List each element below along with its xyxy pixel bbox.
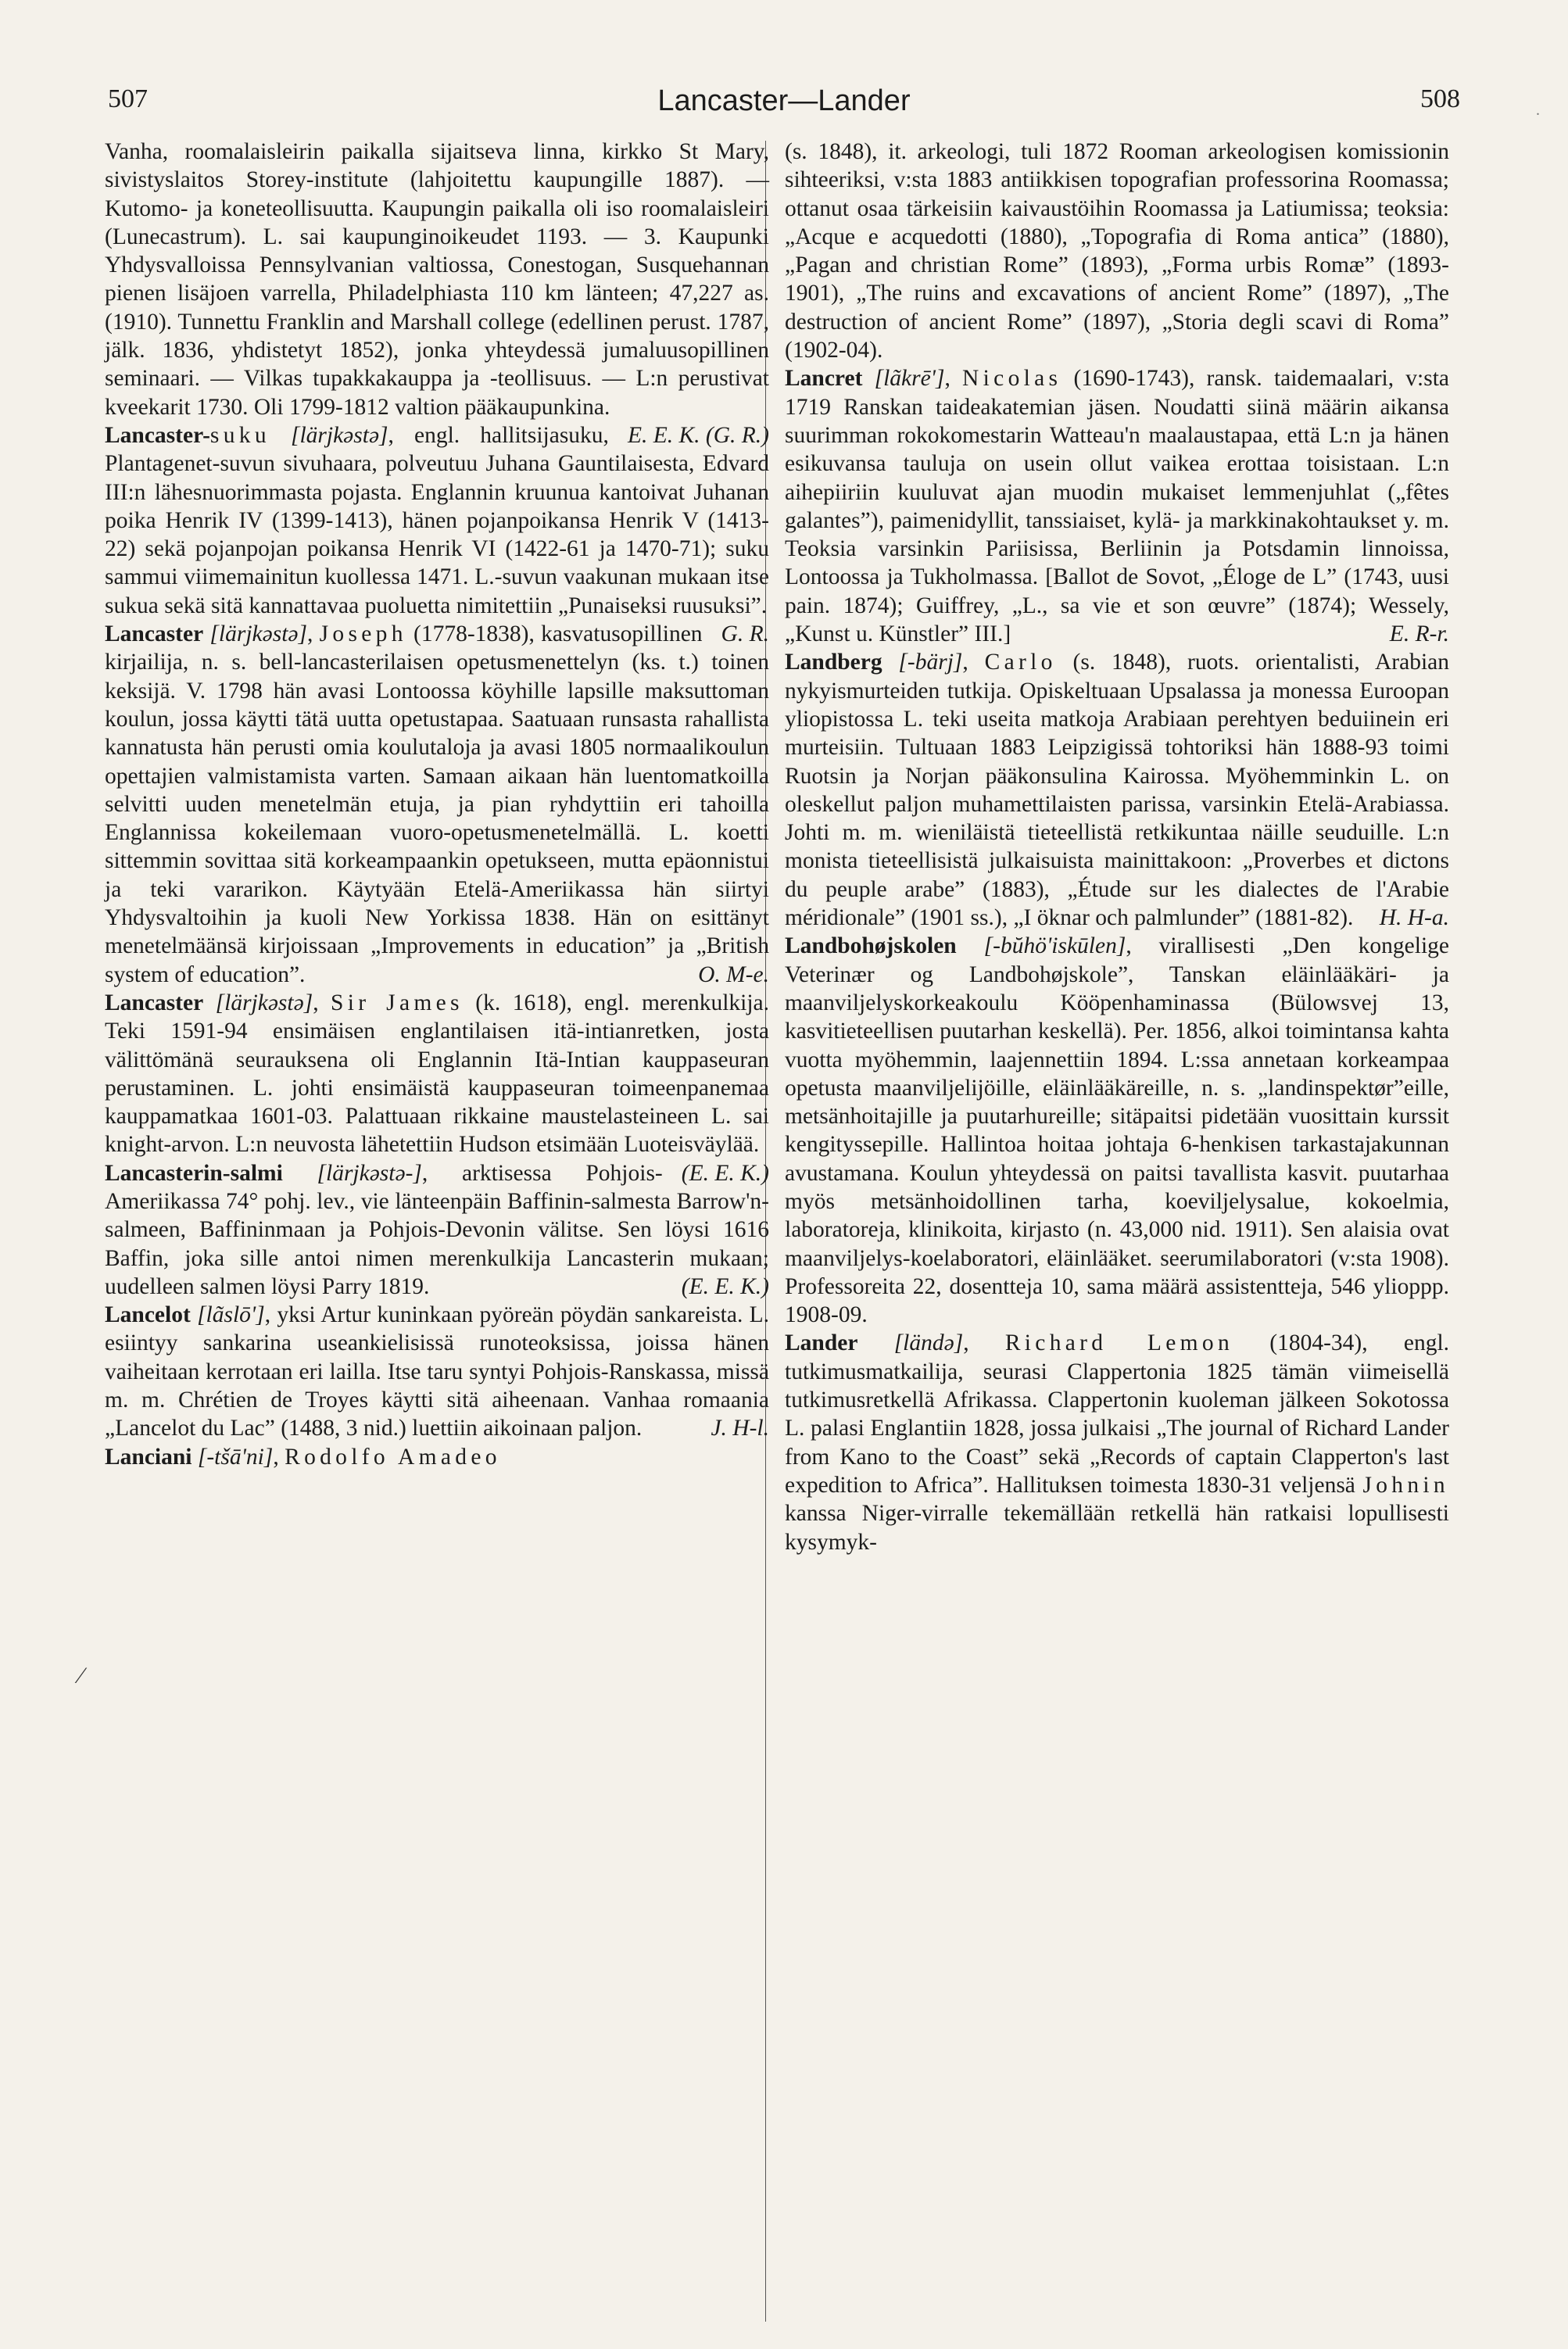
- entry-given-name: Johnin: [1362, 1472, 1449, 1498]
- entry-text: (s. 1848), it. arkeologi, tuli 1872 Rooman arkeologisen komissionin sihteeriksi, v:sta 1883 antiikkisen topografian professorina Roomassa; ottanut osaa tärkeisiin kaivaustöihin Roomassa ja Latiumissa; teoksia: „Acque e acquedotti (1880), „Topografia di Roma antica” (1880), „Pagan and christian Rome” (1893), „Forma urbis Romæ” (1893-1901), „The ruins and excavations of ancient Rome” (1897), „The destruction of ancient Rome” (1897), „Storia degli scavi di Roma” (1902-04).: [785, 139, 1449, 363]
- entry-text: (1690-1743), ransk. taidemaalari, v:sta 1719 Ranskan taideakatemian jäsen. Noudatti siinä määrin aikansa suurimman rokokomestarin Watteau'n maalaustapaa, että L:n ja hänen esikuvansa tauluja on usein ollut vaikea erottaa toisistaan. L:n aihepiiriin kuuluvat ajan muodin mukaiset lemmenjuhlat („fêtes galantes”), paimenidyllit, tanssiaiset, kylä- ja markkinakohtaukset y. m. Teoksia varsinkin Pariisissa, Berliinin ja Potsdamin linnoissa, Lontoossa ja Tukholmassa. [Ballot de Sovot, „Éloge de L” (1743, uusi pain. 1874); Guiffrey, „L., sa vie et son œuvre” (1874); Wessely, „Kunst u. Künstler” III.]: [785, 366, 1450, 647]
- entry-signature: E. E. K. (G. R.): [627, 422, 769, 448]
- entry-headword: Landberg: [785, 650, 882, 675]
- entry-given-name: Rodolfo Amadeo: [285, 1444, 501, 1470]
- entry-text: , engl. hallitsijasuku, Plantagenet-suvun sivuhaara, polveutuu Juhana Gauntilaisesta, Edvard III:n lähesnuorimmasta pojasta. Englannin kruunua kantoivat Juhanan poika Henrik IV (1399-1413), hänen pojanpoikansa Henrik V (1413-22) sekä pojanpojan poikansa Henrik VI (1422-61 ja 1470-71); suku sammui viimemainitun kuollessa 1471. L.-suvun vaakunan mukaan itse sukua sekä sitä kannattavaa puoluetta nimitettiin „Punaiseksi ruusuksi”.: [105, 422, 769, 618]
- entry-headword: Lanciani: [105, 1444, 192, 1470]
- entry-lancaster-james: Lancaster [lärjkəstə], Sir James (k. 1618), engl. merenkulkija. Teki 1591-94 ensimäisen englantilaisen itä-intianretken, josta välittömänä seurauksena oli Englannin Itä-Intian kauppaseuran perustaminen. L. johti ensimäistä kauppaseuran toimeenpanemaa kauppamatkaa 1601-03. Palattuaan rikkaine maustelasteineen L. sai knight-arvon. L:n neuvosta lähetettiin Hudson etsimään Luoteisväylää. (E. E. K.): [105, 989, 769, 1159]
- entry-signature: G. R.: [721, 621, 769, 647]
- entry-headword: Lancaster: [105, 990, 204, 1015]
- entry-pronunciation: [-bärj]: [898, 650, 963, 675]
- page-number-left: 507: [108, 84, 148, 113]
- entry-given-name: Richard Lemon: [1004, 1330, 1234, 1356]
- left-column: [105, 138, 769, 1471]
- entry-given-name: Joseph: [319, 621, 407, 647]
- page-number-right: 508: [1420, 84, 1460, 113]
- running-title: Lancaster—Lander: [657, 84, 911, 117]
- entry-pronunciation: [-bŭhö'iskūlen]: [983, 933, 1126, 959]
- entry-headword-spaced: suku: [209, 422, 270, 448]
- entry-lancelot: [105, 1301, 769, 1442]
- entry-lander: Lander [ländə], Richard Lemon (1804-34), engl. tutkimusmatkailija, seurasi Clappertonia 1825 tämän viimeisellä tutkimusretkellä Afrikassa. Clappertonin kuoleman jälkeen Sokotossa L. palasi Englantiin 1828, jossa julkaisi „The journal of Richard Lander from Kano to the Coast” sekä „Records of captain Clapperton's last expedition to Africa”. Hallituksen toimesta 1830-31 veljensä Johnin kanssa Niger-virralle tekemällään retkellä hän ratkaisi lopullisesti kysymyk-: [785, 1330, 1450, 1555]
- entry-signature: O. M-e.: [698, 961, 769, 987]
- entry-lanciani-continued: [785, 138, 1449, 364]
- entry-text: (1804-34), engl. tutkimusmatkailija, seurasi Clappertonia 1825 tämän viimeisellä tutkimusretkellä Afrikassa. Clappertonin kuoleman jälkeen Sokotossa L. palasi Englantiin 1828, jossa julkaisi „The journal of Richard Lander from Kano to the Coast” sekä „Records of captain Clapperton's last expedition to Africa”. Hallituksen toimesta 1830-31 veljensä: [785, 1330, 1450, 1498]
- entry-landbohojskolen: [785, 932, 1449, 1329]
- entry-text: (k. 1618), engl. merenkulkija. Teki 1591-94 ensimäisen englantilaisen itä-intianretken, josta välittömänä seurauksena oli Englannin Itä-Intian kauppaseuran perustaminen. L. johti ensimäistä kauppaseuran toimeenpanemaa kauppamatkaa 1601-03. Palattuaan rikkaine maustelasteineen L. sai knight-arvon. L:n neuvosta lähetettiin Hudson etsimään Luoteisväylää.: [105, 990, 770, 1158]
- entry-pronunciation: [ländə]: [893, 1330, 964, 1356]
- entry-lancaster-joseph: Lancaster [lärjkəstə], Joseph (1778-1838), kasvatusopillinen kirjailija, n. s. bell-lancasterilaisen opetusmenettelyn (ks. t.) toinen keksijä. V. 1798 hän avasi Lontoossa köyhille lapsille maksuttoman koulun, jossa käytti tätä uutta opetustapaa. Saatuaan runsasta rahallista kannatusta hän perusti omia koulutaloja ja avasi 1805 normaalikoulun opettajien valmistamista varten. Samaan aikaan hän luentomatkoilla selvitti uuden menetelmän etuja, ja pian ryhdyttiin eri tahoilla Englannissa kokeilemaan vuoro-opetusmenetelmällä. L. koetti sittemmin sovittaa sitä korkeampaankin opetukseen, mutta epäonnistui ja teki vararikon. Käytyään Etelä-Ameriikassa hän siirtyi Yhdysvaltoihin ja kuoli New Yorkissa 1838. Hän on esittänyt menetelmäänsä kirjoissaan „Improvements in education” ja „British system of education”. O. M-e.: [105, 620, 769, 989]
- entry-given-name: Sir James: [331, 990, 464, 1015]
- entry-pronunciation: [lärjkəstə]: [215, 990, 313, 1015]
- entry-pronunciation: [lärjkəstə]: [209, 621, 307, 647]
- entry-text: (s. 1848), ruots. orientalisti, Arabian nykyismurteiden tutkija. Opiskeltuaan Upsalassa ja monessa Euroopan yliopistossa L. teki useita matkoja Arabiaan perehtyen beduiinein eri murteisiin. Tultuaan 1883 Leipzigissä tohtoriksi hän 1888-93 toimi Ruotsin ja Norjan pääkonsulina Kairossa. Myöhemminkin L. on oleskellut paljon muhamettilaisten parissa, varsinkin Etelä-Arabiassa. Johti m. m. wieniläistä tieteellistä retkikuntaa näille seuduille. L:n monista tieteellisistä julkaisuista mainittakoon: „Proverbes et dictons du peuple arabe” (1883), „Étude sur les dialectes de l'Arabie méridionale” (1901 ss.), „I öknar och palmlunder” (1881-82).: [785, 650, 1449, 931]
- entry-signature: (E. E. K.): [681, 1160, 769, 1186]
- entry-text: (1778-1838), kasvatusopillinen kirjailija, n. s. bell-lancasterilaisen opetusmenettelyn (ks. t.) toinen keksijä. V. 1798 hän avasi Lontoossa köyhille lapsille maksuttoman koulun, jossa käytti tätä uutta opetustapaa. Saatuaan runsasta rahallista kannatusta hän perusti omia koulutaloja ja avasi 1805 normaalikoulun opettajien valmistamista varten. Samaan aikaan hän luentomatkoilla selvitti uuden menetelmän etuja, ja pian ryhdyttiin eri tahoilla Englannissa kokeilemaan vuoro-opetusmenetelmällä. L. koetti sittemmin sovittaa sitä korkeampaankin opetukseen, mutta epäonnistui ja teki vararikon. Käytyään Etelä-Ameriikassa hän siirtyi Yhdysvaltoihin ja kuoli New Yorkissa 1838. Hän on esittänyt menetelmäänsä kirjoissaan „Improvements in education” ja „British system of education”.: [105, 621, 769, 987]
- entry-given-name: Carlo: [984, 650, 1057, 675]
- entry-text: , virallisesti „Den kongelige Veterinær og Landbohøjskole”, Tanskan eläinlääkäri- ja maanviljelyskorkeakoulu Kööpenhaminassa (Bülowsvej 13, kasvitieteellisen puutarhan keskellä). Per. 1856, alkoi toimintansa kahta vuotta myöhemmin, laajennettiin 1894. L:ssa annetaan korkeampaa opetusta maanviljelijöille, eläinlääkäreille, n. s. „landinspektør”eille, metsänhoitajille ja puutarhureille; sitäpaitsi pidetään vuosittain kurssit kengityssepille. Hallintoa hoitaa johtaja 6-henkisen tarkastajakunnan avustamana. Koulun yhteydessä on paitsi tavallista kasvit. puutarhaa myös metsänhoidollinen tarha, koeviljelysalue, kokoelmia, laboratoreja, klinikoita, kirjasto (n. 43,000 nid. 1911). Sen alaisia ovat maanviljelys-koelaboratori, eläinlääket. seerumilaboratori (v:sta 1908). Professoreita 22, dosentteja 10, sama määrä assistentteja, 546 ylioppp. 1908-09.: [785, 933, 1450, 1328]
- entry-headword: Lancaster-: [105, 422, 210, 448]
- entry-signature: (E. E. K.): [681, 1273, 769, 1299]
- entry-signature: J. H-l.: [711, 1416, 769, 1441]
- entry-headword: Lancasterin-salmi: [105, 1160, 283, 1186]
- entry-signature: H. H-a.: [1379, 905, 1449, 931]
- entry-headword: Lancaster: [105, 621, 204, 647]
- entry-pronunciation: [lärjkəstə-]: [317, 1160, 422, 1186]
- entry-lanciani: Lanciani [-tšā'ni], Rodolfo Amadeo: [105, 1444, 501, 1470]
- entry-pronunciation: [lärjkəstə]: [290, 422, 388, 448]
- edge-mark: .: [1536, 102, 1540, 119]
- right-column: [785, 138, 1449, 1556]
- entry-headword: Landbohøjskolen: [785, 933, 957, 959]
- margin-annotation: ⁄: [79, 1663, 84, 1688]
- entry-pronunciation: [lãkrē']: [874, 366, 945, 392]
- entry-headword: Lancelot: [105, 1302, 191, 1328]
- entry-text: kanssa Niger-virralle tekemällään retkellä hän ratkaisi lopullisesti kysymyk-: [785, 1501, 1449, 1555]
- entry-lancret: Lancret [lãkrē'], Nicolas (1690-1743), ransk. taidemaalari, v:sta 1719 Ranskan taideakatemian jäsen. Noudatti siinä määrin aikansa suurimman rokokomestarin Watteau'n maalaustapaa, että L:n ja hänen esikuvansa tauluja on usein ollut vaikea erottaa toisistaan. L:n aihepiiriin kuuluvat ajan muodin mukaiset lemmenjuhlat („fêtes galantes”), paimenidyllit, tanssiaiset, kylä- ja markkinakohtaukset y. m. Teoksia varsinkin Pariisissa, Berliinin ja Potsdamin linnoissa, Lontoossa ja Tukholmassa. [Ballot de Sovot, „Éloge de L” (1743, uusi pain. 1874); Guiffrey, „L., sa vie et son œuvre” (1874); Wessely, „Kunst u. Künstler” III.] E. R-r.: [785, 364, 1449, 648]
- entry-pronunciation: [-tšā'ni]: [197, 1444, 274, 1470]
- entry-given-name: Nicolas: [962, 366, 1062, 392]
- entry-headword: Lander: [785, 1330, 858, 1356]
- entry-pronunciation: [lãslō']: [197, 1302, 265, 1328]
- entry-signature: E. R-r.: [1389, 621, 1449, 647]
- entry-text: , arktisessa Pohjois-Ameriikassa 74° pohj. lev., vie länteenpäin Baffinin-salmesta Barrow'n-salmeen, Baffininmaan ja Pohjois-Devonin välitse. Sen löysi 1616 Baffin, joka sille antoi nimen merenkulkija Lancasterin mukaan; uudelleen salmen löysi Parry 1819.: [105, 1160, 769, 1299]
- entry-text: Vanha, roomalaisleirin paikalla sijaitseva linna, kirkko St Mary, sivistyslaitos Storey-institute (lahjoitettu kaupungille 1887). — Kutomo- ja koneteollisuutta. Kaupungin paikalla oli iso roomalaisleiri (Lunecastrum). L. sai kaupunginoikeudet 1193. — 3. Kaupunki Yhdysvalloissa Pennsylvanian valtiossa, Conestogan, Susquehannan pienen lisäjoen varrella, Philadelphiasta 110 km länteen; 47,227 as. (1910). Tunnettu Franklin and Marshall college (edellinen perust. 1787, jälk. 1836, yhdistetyt 1852), jonka yhteydessä jumaluusopillinen seminaari. — Vilkas tupakkakauppa ja -teollisuus. — L:n perustivat kveekarit 1730. Oli 1799-1812 valtion pääkaupunkina.: [105, 139, 769, 420]
- entry-text: , yksi Artur kuninkaan pyöreän pöydän sankareista. L. esiintyy sankarina useankielisissä runoteoksissa, joissa hänen vaiheitaan kerrotaan eri lailla. Itse taru syntyi Pohjois-Ranskassa, missä m. m. Chrétien de Troyes käytti sitä aiheenaan. Vanhaa romaania „Lancelot du Lac” (1488, 3 nid.) luettiin aikoinaan paljon.: [105, 1302, 769, 1441]
- entry-headword: Lancret: [785, 366, 863, 392]
- entry-landberg: Landberg [-bärj], Carlo (s. 1848), ruots. orientalisti, Arabian nykyismurteiden tutkija. Opiskeltuaan Upsalassa ja monessa Euroopan yliopistossa L. teki useita matkoja Arabiaan perehtyen beduiinein eri murteisiin. Tultuaan 1883 Leipzigissä tohtoriksi hän 1888-93 toimi Ruotsin ja Norjan pääkonsulina Kairossa. Myöhemminkin L. on oleskellut paljon muhamettilaisten parissa, varsinkin Etelä-Arabiassa. Johti m. m. wieniläistä tieteellistä retkikuntaa näille seuduille. L:n monista tieteellisistä julkaisuista mainittakoon: „Proverbes et dictons du peuple arabe” (1883), „Étude sur les dialectes de l'Arabie méridionale” (1901 ss.), „I öknar och palmlunder” (1881-82). H. H-a.: [785, 648, 1449, 932]
